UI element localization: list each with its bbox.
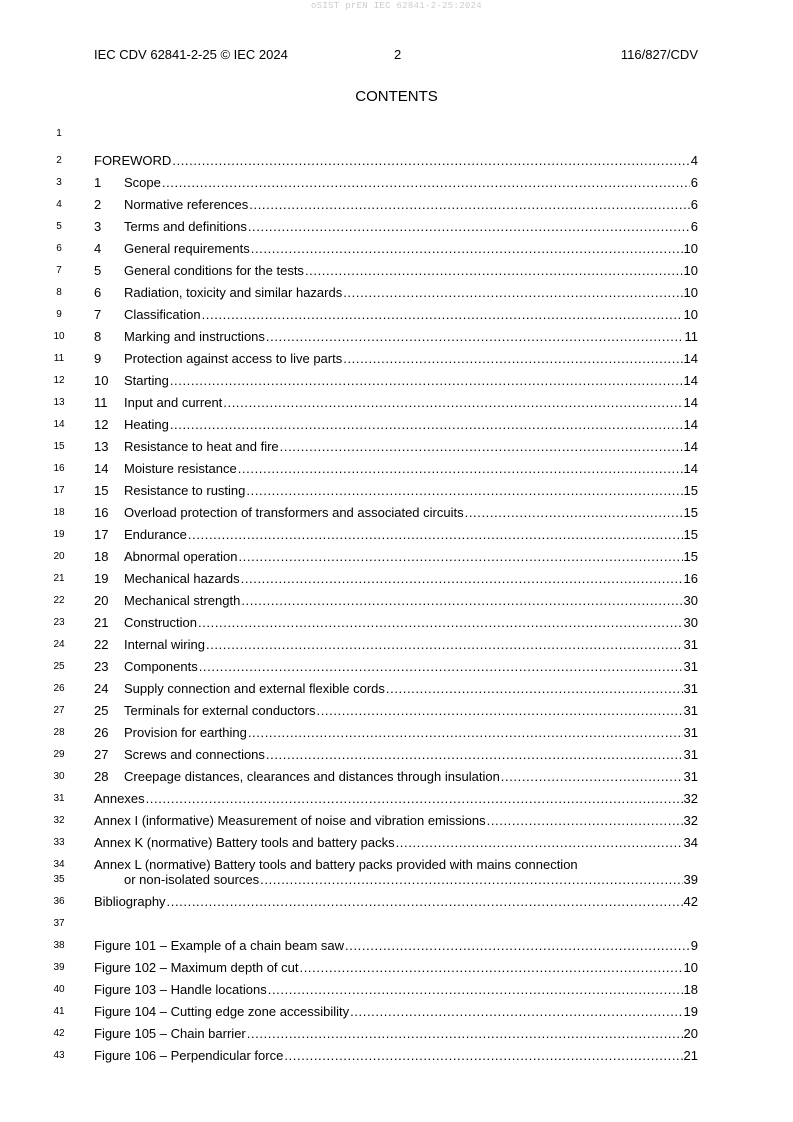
line-number: 1	[56, 128, 62, 139]
entry-title: Scope	[124, 175, 161, 190]
line-number: 43	[53, 1050, 65, 1061]
toc-entry[interactable]	[94, 262, 698, 280]
page-number: 19	[683, 1004, 698, 1019]
toc-entry[interactable]	[94, 790, 698, 808]
toc-entry[interactable]	[94, 504, 698, 522]
clause-number: 1	[94, 175, 102, 190]
line-number: 22	[53, 595, 65, 606]
page-number: 30	[683, 593, 698, 608]
dot-leader	[386, 680, 683, 698]
toc-entry[interactable]	[94, 614, 698, 632]
line-number: 36	[53, 896, 65, 907]
toc-line	[0, 394, 793, 412]
page-number: 15	[683, 549, 698, 564]
page-number: 6	[690, 197, 698, 212]
entry-title: Supply connection and external flexible cords	[124, 681, 385, 696]
toc-line	[0, 125, 793, 143]
page-number: 15	[683, 527, 698, 542]
clause-number: 3	[94, 219, 102, 234]
toc-line	[0, 460, 793, 478]
header-reference: 116/827/CDV	[620, 47, 698, 62]
toc-line	[0, 1047, 793, 1065]
line-number: 6	[56, 243, 62, 254]
clause-number: 5	[94, 263, 102, 278]
page-number: 4	[690, 153, 698, 168]
toc-entry[interactable]	[94, 174, 698, 192]
toc-entry[interactable]	[94, 570, 698, 588]
clause-number: 13	[94, 439, 109, 454]
dot-leader	[238, 460, 683, 478]
toc-line	[0, 438, 793, 456]
entry-title: Annexes	[94, 791, 145, 806]
clause-number: 24	[94, 681, 109, 696]
toc-line	[0, 482, 793, 500]
line-number: 9	[56, 309, 62, 320]
clause-number: 17	[94, 527, 109, 542]
toc-line	[0, 768, 793, 786]
dot-leader	[350, 1003, 682, 1021]
toc-entry[interactable]	[94, 768, 698, 786]
clause-number: 26	[94, 725, 109, 740]
toc-entry[interactable]	[94, 1025, 698, 1043]
dot-leader	[251, 240, 683, 258]
toc-line	[0, 937, 793, 955]
clause-number: 4	[94, 241, 102, 256]
dot-leader	[284, 1047, 682, 1065]
page-number: 10	[683, 307, 698, 322]
clause-number: 21	[94, 615, 109, 630]
toc-line	[0, 871, 793, 889]
entry-title: Starting	[124, 373, 169, 388]
dot-leader	[501, 768, 683, 786]
dot-leader	[199, 658, 683, 676]
page-number: 32	[683, 791, 698, 806]
dot-leader	[241, 592, 682, 610]
clause-number: 23	[94, 659, 109, 674]
toc-entry[interactable]	[94, 482, 698, 500]
dot-leader	[266, 746, 683, 764]
dot-leader	[248, 724, 683, 742]
entry-title: Classification	[124, 307, 201, 322]
toc-entry[interactable]	[94, 152, 698, 170]
entry-title: Marking and instructions	[124, 329, 265, 344]
line-number: 11	[53, 353, 65, 364]
dot-leader	[170, 416, 683, 434]
dot-leader	[249, 196, 689, 214]
toc-line	[0, 1003, 793, 1021]
toc-entry[interactable]	[94, 724, 698, 742]
clause-number: 12	[94, 417, 109, 432]
entry-title: Annex L (normative) Battery tools and battery packs provided with mains connection	[94, 857, 578, 872]
toc-entry[interactable]	[94, 218, 698, 236]
dot-leader	[188, 526, 683, 544]
line-number: 23	[53, 617, 65, 628]
dot-leader	[266, 328, 684, 346]
entry-title: Heating	[124, 417, 169, 432]
dot-leader	[241, 570, 683, 588]
toc-line	[0, 981, 793, 999]
page-header	[94, 47, 698, 65]
toc-entry[interactable]	[94, 658, 698, 676]
clause-number: 11	[94, 395, 108, 410]
toc-entry[interactable]	[94, 893, 698, 911]
line-number: 4	[56, 199, 62, 210]
page-number: 31	[683, 703, 698, 718]
page-number: 10	[683, 285, 698, 300]
toc-entry[interactable]	[94, 548, 698, 566]
dot-leader	[316, 702, 682, 720]
toc-entry[interactable]	[94, 959, 698, 977]
clause-number: 7	[94, 307, 102, 322]
toc-line	[0, 262, 793, 280]
line-number: 38	[53, 940, 65, 951]
entry-title: Figure 102 – Maximum depth of cut	[94, 960, 299, 975]
toc-entry[interactable]	[94, 636, 698, 654]
entry-title: General conditions for the tests	[124, 263, 304, 278]
clause-number: 10	[94, 373, 109, 388]
page-number: 11	[684, 329, 698, 344]
line-number: 2	[56, 155, 62, 166]
dot-leader	[248, 218, 690, 236]
page-number: 6	[690, 175, 698, 190]
toc-entry[interactable]	[94, 416, 698, 434]
clause-number: 6	[94, 285, 102, 300]
toc-line	[0, 614, 793, 632]
entry-title: Resistance to heat and fire	[124, 439, 279, 454]
toc-line	[0, 350, 793, 368]
entry-title: Annex K (normative) Battery tools and battery packs	[94, 835, 395, 850]
entry-title: Creepage distances, clearances and distances through insulation	[124, 769, 500, 784]
dot-leader	[223, 394, 682, 412]
toc-entry[interactable]	[94, 372, 698, 390]
line-number: 35	[53, 874, 65, 885]
toc-line	[0, 570, 793, 588]
dot-leader	[172, 152, 689, 170]
line-number: 25	[53, 661, 65, 672]
toc-line	[0, 702, 793, 720]
line-number: 20	[53, 551, 65, 562]
toc-line	[0, 416, 793, 434]
dot-leader	[343, 350, 682, 368]
clause-number: 19	[94, 571, 109, 586]
clause-number: 2	[94, 197, 102, 212]
clause-number: 18	[94, 549, 109, 564]
dot-leader	[268, 981, 683, 999]
line-number: 42	[53, 1028, 65, 1039]
page-number: 6	[690, 219, 698, 234]
dot-leader	[300, 959, 683, 977]
line-number: 21	[53, 573, 65, 584]
page-number: 16	[683, 571, 698, 586]
page-title: CONTENTS	[355, 88, 438, 105]
entry-title: Protection against access to live parts	[124, 351, 343, 366]
page-number: 20	[683, 1026, 698, 1041]
page-number: 14	[683, 439, 698, 454]
line-number: 34	[53, 859, 65, 870]
line-number: 40	[53, 984, 65, 995]
toc-line	[0, 812, 793, 830]
page-number: 14	[683, 461, 698, 476]
toc-entry[interactable]	[94, 1003, 698, 1021]
toc-line	[0, 284, 793, 302]
dot-leader	[202, 306, 683, 324]
toc-entry[interactable]	[94, 394, 698, 412]
toc-line	[0, 893, 793, 911]
page-number: 14	[683, 395, 698, 410]
page-number: 31	[683, 769, 698, 784]
toc-entry[interactable]	[94, 438, 698, 456]
page-number: 9	[690, 938, 698, 953]
dot-leader	[280, 438, 683, 456]
toc-entry[interactable]	[124, 871, 698, 889]
page-number: 18	[683, 982, 698, 997]
clause-number: 14	[94, 461, 109, 476]
dot-leader	[487, 812, 683, 830]
line-number: 27	[53, 705, 65, 716]
dot-leader	[246, 482, 682, 500]
toc-line	[0, 592, 793, 610]
clause-number: 28	[94, 769, 109, 784]
page-number: 34	[683, 835, 698, 850]
toc-line	[0, 746, 793, 764]
line-number: 31	[53, 793, 65, 804]
toc-line	[0, 1025, 793, 1043]
entry-title: Figure 101 – Example of a chain beam saw	[94, 938, 345, 953]
clause-number: 27	[94, 747, 109, 762]
dot-leader	[465, 504, 683, 522]
toc-entry[interactable]	[94, 240, 698, 258]
entry-title: Figure 103 – Handle locations	[94, 982, 267, 997]
entry-title: FOREWORD	[94, 153, 172, 168]
page-number: 10	[683, 263, 698, 278]
line-number: 18	[53, 507, 65, 518]
dot-leader	[238, 548, 682, 566]
entry-title: Normative references	[124, 197, 249, 212]
entry-title: Terms and definitions	[124, 219, 247, 234]
page-number: 10	[683, 960, 698, 975]
entry-title: General requirements	[124, 241, 250, 256]
entry-title: Mechanical strength	[124, 593, 241, 608]
entry-title: Overload protection of transformers and associated circuits	[124, 505, 464, 520]
dot-leader	[198, 614, 683, 632]
entry-title: Construction	[124, 615, 197, 630]
page-number: 15	[683, 483, 698, 498]
line-number: 32	[53, 815, 65, 826]
page-number: 30	[683, 615, 698, 630]
toc-line	[0, 196, 793, 214]
page-number: 32	[683, 813, 698, 828]
line-number: 8	[56, 287, 62, 298]
line-number: 12	[53, 375, 65, 386]
dot-leader	[305, 262, 683, 280]
line-number: 10	[53, 331, 65, 342]
page-number: 14	[683, 373, 698, 388]
dot-leader	[345, 937, 690, 955]
line-number: 3	[56, 177, 62, 188]
page-number: 15	[683, 505, 698, 520]
toc-line	[0, 548, 793, 566]
dot-leader	[167, 893, 683, 911]
dot-leader	[343, 284, 682, 302]
line-number: 16	[53, 463, 65, 474]
line-number: 30	[53, 771, 65, 782]
toc-entry[interactable]	[94, 746, 698, 764]
page-number: 21	[683, 1048, 698, 1063]
clause-number: 16	[94, 505, 109, 520]
entry-title: Figure 105 – Chain barrier	[94, 1026, 246, 1041]
entry-title: Internal wiring	[124, 637, 205, 652]
line-number: 24	[53, 639, 65, 650]
toc-line	[0, 174, 793, 192]
toc-entry[interactable]	[94, 196, 698, 214]
page-number: 10	[683, 241, 698, 256]
line-number: 26	[53, 683, 65, 694]
toc-entry[interactable]	[94, 592, 698, 610]
toc-line	[0, 959, 793, 977]
page-number: 31	[683, 659, 698, 674]
clause-number: 20	[94, 593, 109, 608]
page-number: 42	[683, 894, 698, 909]
clause-number: 8	[94, 329, 102, 344]
entry-title: Radiation, toxicity and similar hazards	[124, 285, 343, 300]
line-number: 5	[56, 221, 62, 232]
toc-entry[interactable]	[94, 350, 698, 368]
toc-line	[0, 152, 793, 170]
header-document-id: IEC CDV 62841-2-25 © IEC 2024	[94, 47, 288, 62]
line-number: 13	[53, 397, 65, 408]
page-number: 39	[683, 872, 698, 887]
toc-entry[interactable]	[94, 526, 698, 544]
toc-entry[interactable]	[94, 812, 698, 830]
page-number: 31	[683, 725, 698, 740]
page-number: 31	[683, 747, 698, 762]
toc-line	[0, 372, 793, 390]
clause-number: 15	[94, 483, 109, 498]
dot-leader	[162, 174, 690, 192]
line-number: 39	[53, 962, 65, 973]
toc-line	[0, 526, 793, 544]
toc-entry[interactable]	[94, 937, 698, 955]
entry-title: Input and current	[124, 395, 223, 410]
entry-title: Mechanical hazards	[124, 571, 240, 586]
entry-title: Screws and connections	[124, 747, 265, 762]
toc-line	[0, 306, 793, 324]
toc-line	[0, 658, 793, 676]
toc-entry[interactable]	[94, 702, 698, 720]
toc-line	[0, 915, 793, 933]
toc-line	[0, 636, 793, 654]
entry-title: or non-isolated sources	[124, 872, 260, 887]
dot-leader	[260, 871, 682, 889]
entry-title: Components	[124, 659, 198, 674]
line-number: 41	[53, 1006, 65, 1017]
line-number: 17	[53, 485, 65, 496]
dot-leader	[247, 1025, 683, 1043]
line-number: 15	[53, 441, 65, 452]
toc-entry[interactable]	[94, 1047, 698, 1065]
line-number: 19	[53, 529, 65, 540]
clause-number: 22	[94, 637, 109, 652]
page-number: 31	[683, 681, 698, 696]
dot-leader	[170, 372, 683, 390]
dot-leader	[396, 834, 683, 852]
clause-number: 9	[94, 351, 102, 366]
entry-title: Provision for earthing	[124, 725, 247, 740]
entry-title: Resistance to rusting	[124, 483, 246, 498]
dot-leader	[146, 790, 683, 808]
toc-line	[0, 504, 793, 522]
entry-title: Figure 106 – Perpendicular force	[94, 1048, 284, 1063]
toc-line	[0, 680, 793, 698]
page-number: 31	[683, 637, 698, 652]
page-number: 14	[683, 351, 698, 366]
line-number: 33	[53, 837, 65, 848]
entry-title: Endurance	[124, 527, 187, 542]
toc-entry[interactable]	[94, 284, 698, 302]
line-number: 37	[53, 918, 65, 929]
toc-entry[interactable]	[94, 981, 698, 999]
entry-title: Bibliography	[94, 894, 166, 909]
line-number: 29	[53, 749, 65, 760]
line-number: 14	[53, 419, 65, 430]
entry-title: Abnormal operation	[124, 549, 238, 564]
toc-entry[interactable]	[94, 306, 698, 324]
entry-title: Annex I (informative) Measurement of noise and vibration emissions	[94, 813, 486, 828]
toc-line	[0, 218, 793, 236]
line-number: 7	[56, 265, 62, 276]
entry-title: Figure 104 – Cutting edge zone accessibility	[94, 1004, 350, 1019]
toc-entry[interactable]	[94, 328, 698, 346]
toc-line	[0, 790, 793, 808]
toc-entry[interactable]	[94, 834, 698, 852]
toc-line	[0, 834, 793, 852]
page-number: 14	[683, 417, 698, 432]
toc-line	[0, 724, 793, 742]
clause-number: 25	[94, 703, 109, 718]
toc-line	[0, 328, 793, 346]
entry-title: Terminals for external conductors	[124, 703, 316, 718]
line-number: 28	[53, 727, 65, 738]
header-page-number: 2	[394, 47, 402, 62]
entry-title: Moisture resistance	[124, 461, 237, 476]
toc-entry[interactable]	[94, 460, 698, 478]
toc-entry[interactable]	[94, 680, 698, 698]
watermark: oSIST prEN IEC 62841-2-25:2024	[310, 1, 483, 11]
dot-leader	[206, 636, 683, 654]
toc-line	[0, 240, 793, 258]
